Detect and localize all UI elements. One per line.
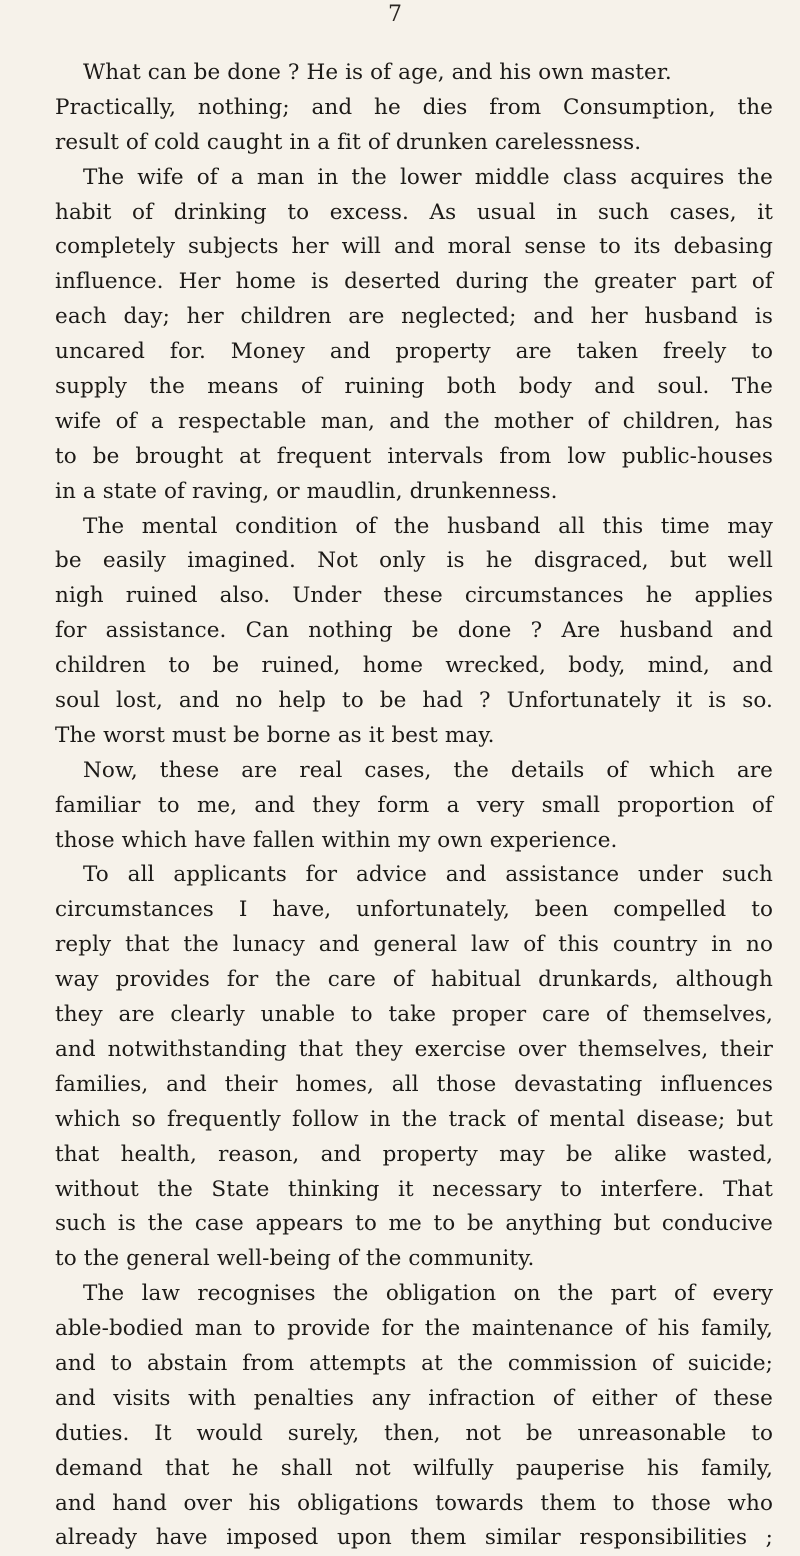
text-line: that health, reason, and property may be alike wasted, [55,1141,773,1167]
text-line: children to be ruined, home wrecked, body, mind, and [55,653,773,679]
text-line: The mental condition of the husband all this time may [83,513,773,539]
text-line: already have imposed upon them similar responsibilities ; [55,1525,773,1551]
text-line: reply that the lunacy and general law of this country in no [55,932,773,958]
text-line: in a state of raving, or maudlin, drunkenness. [55,478,558,504]
text-line: What can be done ? He is of age, and his own master. [83,60,672,85]
text-line: for assistance. Can nothing be done ? Are husband and [55,618,773,644]
text-line: demand that he shall not wilfully pauperise his family, [55,1455,773,1481]
text-line: The law recognises the obligation on the part of every [83,1281,773,1307]
text-line: such is the case appears to me to be anything but conducive [55,1211,773,1237]
text-line: completely subjects her will and moral sense to its debasing [55,234,773,260]
text-line: Now, these are real cases, the details of which are [83,757,773,783]
text-line: The worst must be borne as it best may. [55,722,495,748]
body-text [55,56,773,1556]
page-number: 7 [388,2,402,27]
text-line: duties. It would surely, then, not be unreasonable to [55,1420,773,1446]
text-line: habit of drinking to excess. As usual in such cases, it [55,199,773,225]
text-line: and visits with penalties any infraction of either of these [55,1385,773,1411]
text-line: families, and their homes, all those devastating influences [55,1071,773,1097]
text-line: wife of a respectable man, and the mother of children, has [55,408,773,434]
text-line: and notwithstanding that they exercise over themselves, their [55,1036,773,1062]
text-line: To all applicants for advice and assistance under such [83,862,773,888]
text-line: way provides for the care of habitual drunkards, although [55,967,773,993]
text-line: each day; her children are neglected; and her husband is [55,304,773,330]
text-line: nigh ruined also. Under these circumstances he applies [55,583,773,609]
text-line: they are clearly unable to take proper care of themselves, [55,1002,773,1028]
text-line: influence. Her home is deserted during the greater part of [55,269,773,295]
text-line: Practically, nothing; and he dies from Consumption, the [55,94,773,120]
text-line: to be brought at frequent intervals from low public-houses [55,443,773,469]
text-line: supply the means of ruining both body and soul. The [55,374,773,400]
text-line: result of cold caught in a fit of drunken carelessness. [55,129,642,155]
text-line: familiar to me, and they form a very small proportion of [55,792,773,818]
text-line: and hand over his obligations towards them to those who [55,1490,773,1516]
text-line: and to abstain from attempts at the commission of suicide; [55,1350,773,1376]
text-line: be easily imagined. Not only is he disgraced, but well [55,548,773,574]
text-line: circumstances I have, unfortunately, been compelled to [55,897,773,923]
text-line: able-bodied man to provide for the maintenance of his family, [55,1316,773,1342]
text-line: The wife of a man in the lower middle class acquires the [83,164,773,190]
text-line: to the general well-being of the community. [55,1246,535,1272]
text-line: without the State thinking it necessary to interfere. That [55,1176,773,1202]
text-line: soul lost, and no help to be had ? Unfortunately it is so. [55,688,773,714]
text-line: which so frequently follow in the track of mental disease; but [55,1106,773,1132]
text-line: those which have fallen within my own experience. [55,827,618,853]
text-line: uncared for. Money and property are taken freely to [55,339,773,365]
